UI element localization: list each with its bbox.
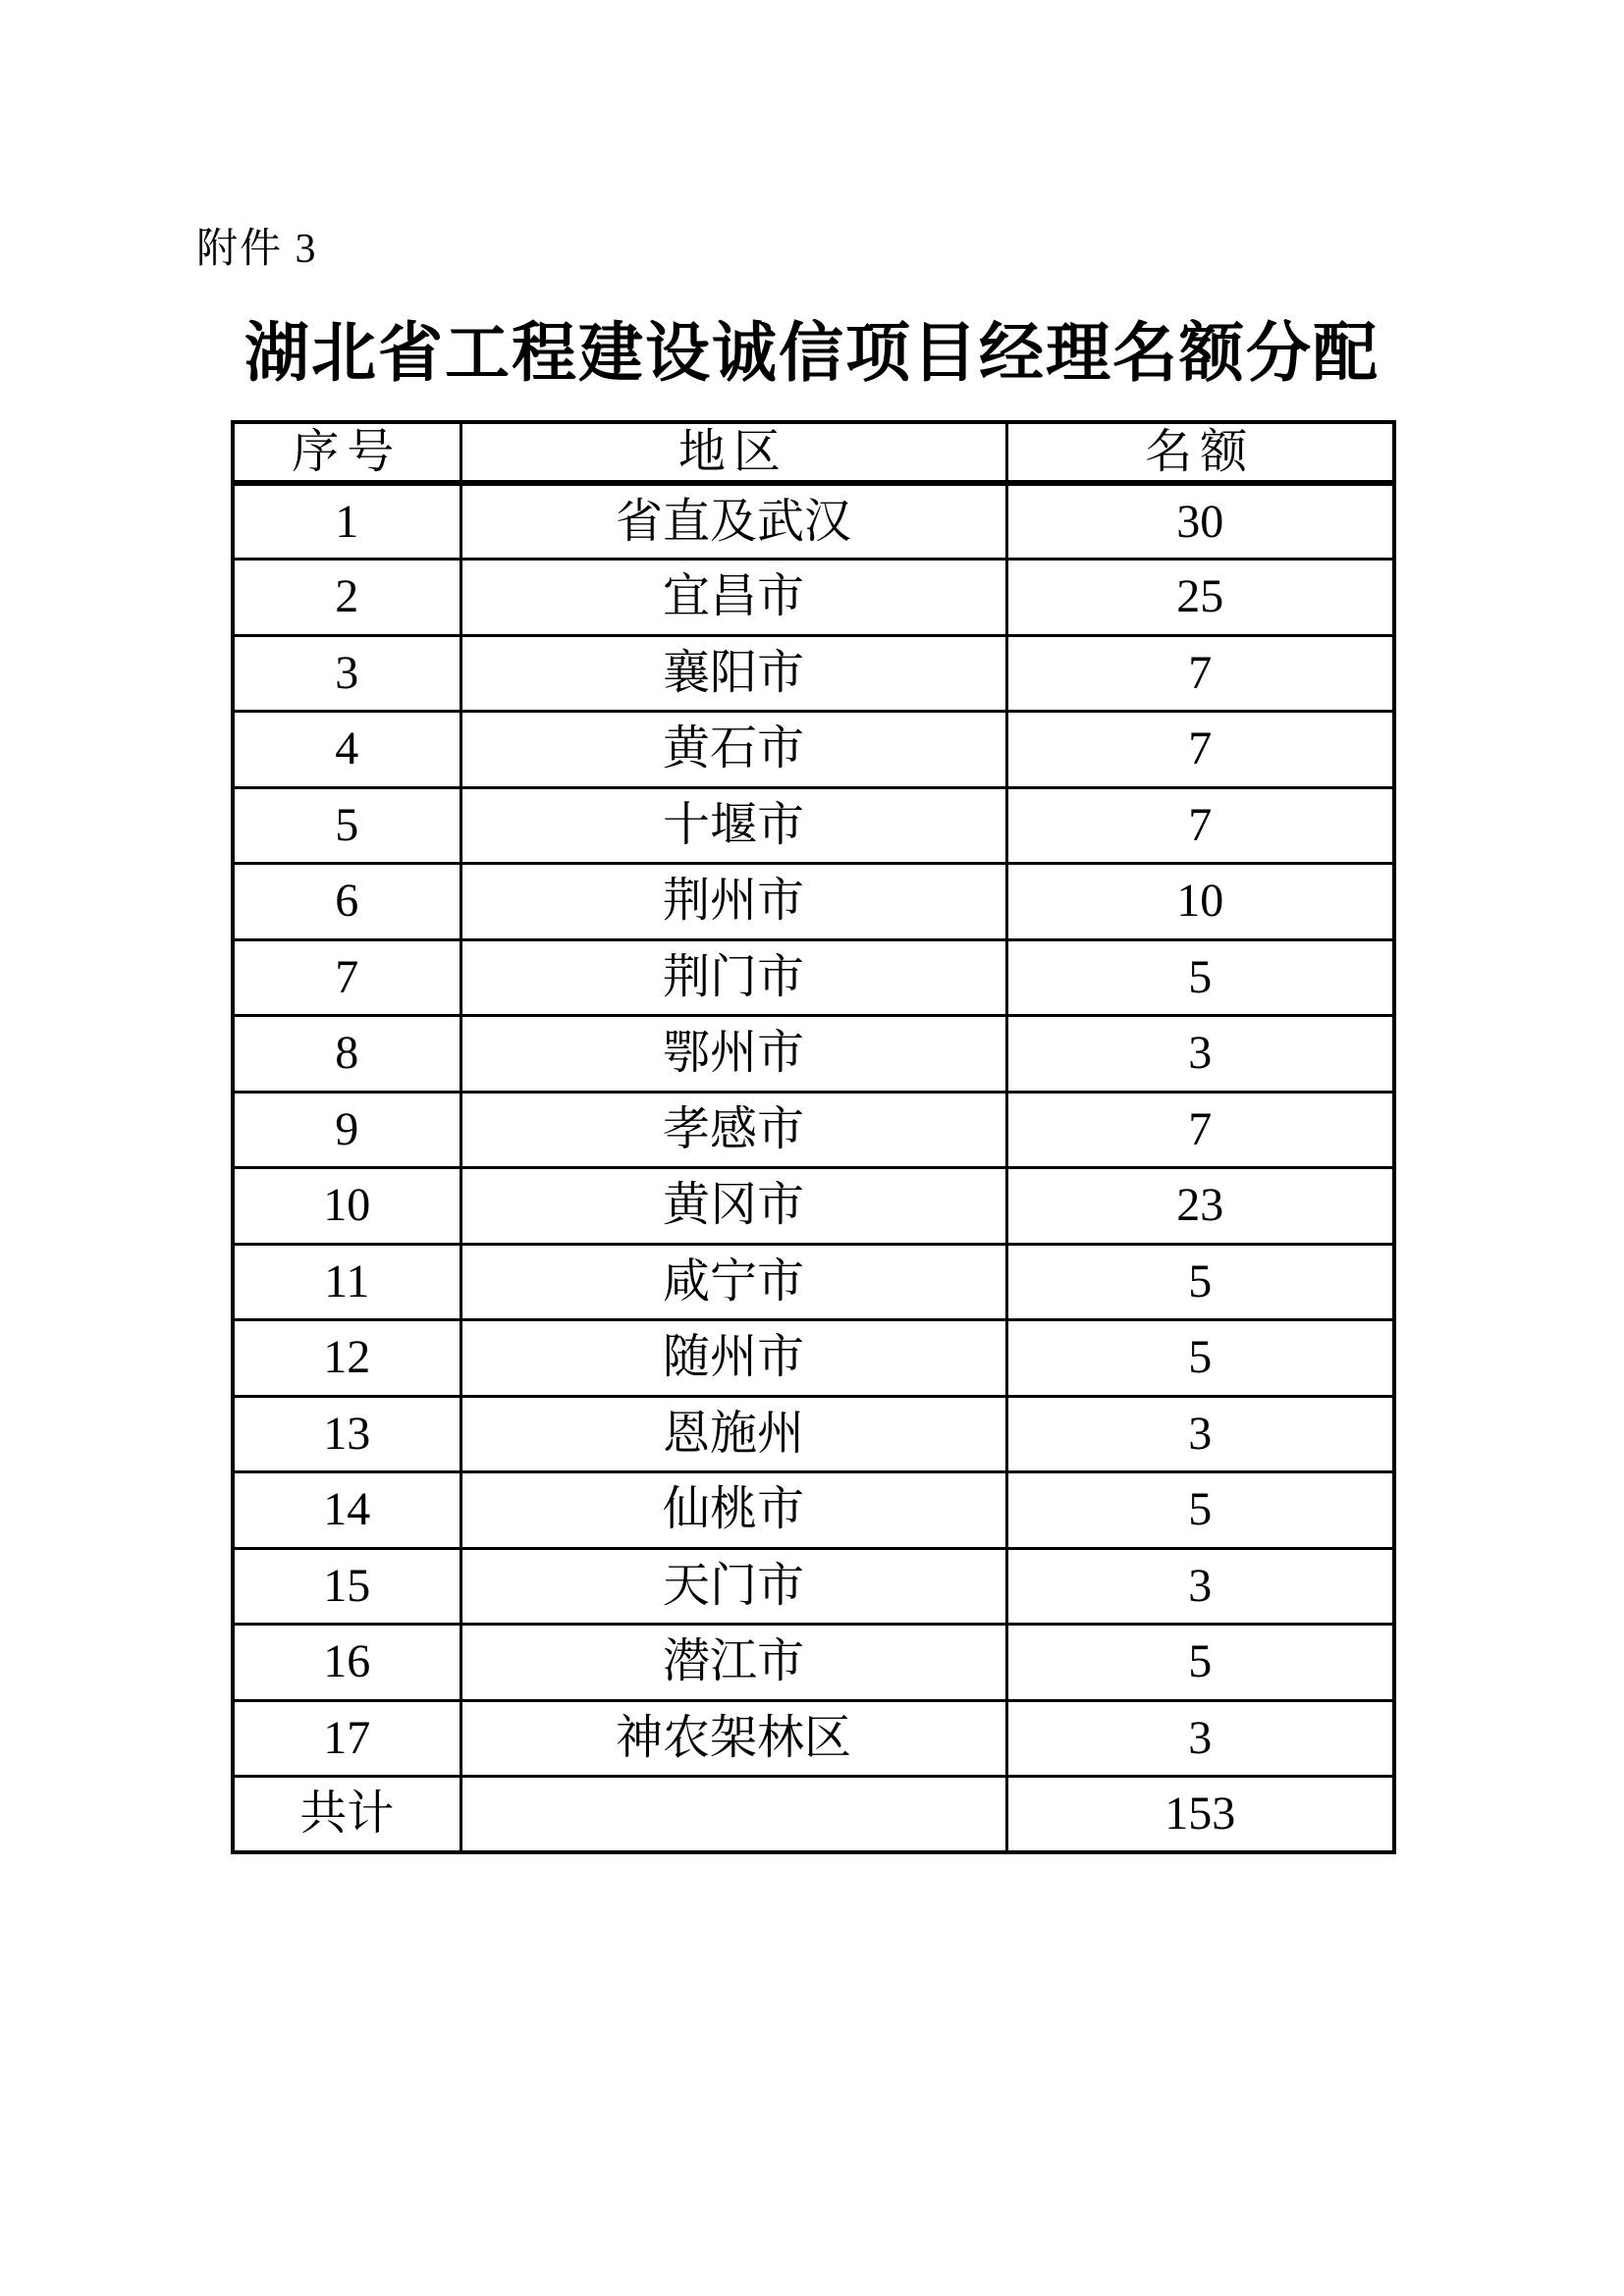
cell-no: 16: [233, 1625, 460, 1701]
cell-region: 鄂州市: [460, 1016, 1006, 1093]
table-row: [233, 1548, 1394, 1625]
cell-quota: 5: [1006, 1244, 1394, 1320]
cell-quota: 7: [1006, 1092, 1394, 1168]
table-row: [233, 1625, 1394, 1701]
cell-region: 仙桃市: [460, 1472, 1006, 1549]
cell-region: 宜昌市: [460, 560, 1006, 636]
table-body: [233, 483, 1394, 1852]
table-row: [233, 1244, 1394, 1320]
cell-region: 黄石市: [460, 712, 1006, 788]
cell-region: 随州市: [460, 1320, 1006, 1397]
table-row: [233, 1092, 1394, 1168]
cell-region: 黄冈市: [460, 1168, 1006, 1245]
cell-quota: 23: [1006, 1168, 1394, 1245]
table-row: [233, 787, 1394, 864]
quota-table: [231, 420, 1396, 1854]
table-row: [233, 483, 1394, 560]
header-region: 地区: [460, 422, 1006, 483]
cell-quota: 7: [1006, 787, 1394, 864]
table-row: [233, 1016, 1394, 1093]
cell-quota: 153: [1006, 1777, 1394, 1853]
table-row: [233, 635, 1394, 712]
cell-no: 1: [233, 483, 460, 560]
cell-quota: 5: [1006, 939, 1394, 1016]
cell-region: 襄阳市: [460, 635, 1006, 712]
cell-region: [460, 1777, 1006, 1853]
table-row: [233, 864, 1394, 940]
cell-no: 15: [233, 1548, 460, 1625]
header-no: 序号: [233, 422, 460, 483]
cell-region: 荆门市: [460, 939, 1006, 1016]
cell-no: 10: [233, 1168, 460, 1245]
table-row: [233, 560, 1394, 636]
table-row: [233, 1168, 1394, 1245]
cell-no: 7: [233, 939, 460, 1016]
header-quota: 名额: [1006, 422, 1394, 483]
cell-region: 省直及武汉: [460, 483, 1006, 560]
cell-region: 十堰市: [460, 787, 1006, 864]
cell-region: 神农架林区: [460, 1700, 1006, 1777]
cell-no: 2: [233, 560, 460, 636]
cell-quota: 7: [1006, 712, 1394, 788]
cell-no: 8: [233, 1016, 460, 1093]
cell-no: 6: [233, 864, 460, 940]
cell-quota: 5: [1006, 1472, 1394, 1549]
table-row: [233, 939, 1394, 1016]
cell-region: 天门市: [460, 1548, 1006, 1625]
cell-no: 9: [233, 1092, 460, 1168]
cell-quota: 3: [1006, 1700, 1394, 1777]
cell-quota: 7: [1006, 635, 1394, 712]
cell-region: 潜江市: [460, 1625, 1006, 1701]
cell-no: 12: [233, 1320, 460, 1397]
cell-no: 11: [233, 1244, 460, 1320]
cell-no: 5: [233, 787, 460, 864]
table-row: [233, 1700, 1394, 1777]
table-row: [233, 1320, 1394, 1397]
page-title: 湖北省工程建设诚信项目经理名额分配: [244, 316, 1380, 389]
cell-quota: 5: [1006, 1625, 1394, 1701]
table-row: [233, 712, 1394, 788]
table-row: [233, 1777, 1394, 1853]
cell-region: 咸宁市: [460, 1244, 1006, 1320]
cell-quota: 30: [1006, 483, 1394, 560]
cell-quota: 3: [1006, 1016, 1394, 1093]
cell-no: 4: [233, 712, 460, 788]
table-row: [233, 1472, 1394, 1549]
cell-region: 恩施州: [460, 1396, 1006, 1472]
attachment-label: 附件 3: [196, 227, 318, 272]
cell-quota: 25: [1006, 560, 1394, 636]
cell-quota: 3: [1006, 1548, 1394, 1625]
cell-no: 17: [233, 1700, 460, 1777]
cell-quota: 10: [1006, 864, 1394, 940]
cell-region: 荆州市: [460, 864, 1006, 940]
table-row: [233, 1396, 1394, 1472]
cell-no: 共计: [233, 1777, 460, 1853]
cell-no: 3: [233, 635, 460, 712]
cell-no: 13: [233, 1396, 460, 1472]
cell-quota: 5: [1006, 1320, 1394, 1397]
cell-no: 14: [233, 1472, 460, 1549]
table-header-row: [233, 422, 1394, 483]
cell-quota: 3: [1006, 1396, 1394, 1472]
cell-region: 孝感市: [460, 1092, 1006, 1168]
